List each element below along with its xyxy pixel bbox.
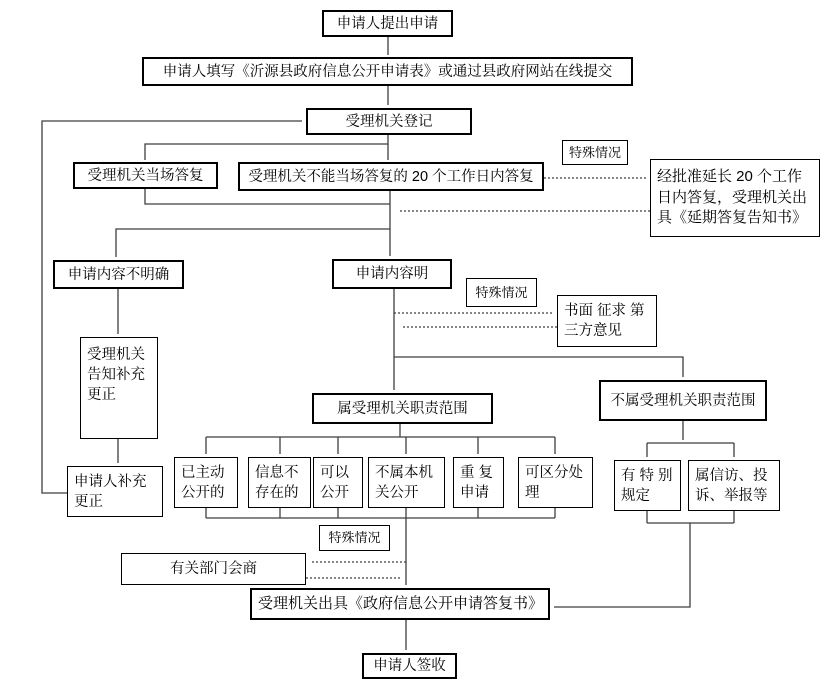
- node-divisible-handling: 可区分处理: [518, 457, 593, 508]
- node-not-this-authority: 不属本机关公开: [368, 457, 445, 508]
- node-info-not-exist: 信息不存在的: [248, 457, 311, 508]
- node-petition-complaint-report: 属信访、投诉、举报等: [688, 460, 780, 511]
- node-issue-reply-document: 受理机关出具《政府信息公开申请答复书》: [250, 588, 550, 620]
- node-applicant-supplement-correction: 申请人补充更正: [67, 466, 163, 517]
- node-repeat-application: 重 复 申请: [453, 457, 504, 508]
- connector-clear-to-outscope: [394, 357, 683, 377]
- node-accepting-authority-register: 受理机关登记: [306, 108, 472, 135]
- connector-center-to-unclear: [116, 229, 390, 257]
- node-department-consultation: 有关部门会商: [121, 553, 306, 585]
- node-outside-authority-scope: 不属受理机关职责范围: [599, 380, 767, 421]
- label-special-case-3: 特殊情况: [319, 525, 390, 551]
- node-can-disclose: 可以公开: [313, 457, 363, 508]
- connector-children-collector-stubs: [206, 508, 555, 518]
- label-special-case-2: 特殊情况: [466, 278, 537, 307]
- node-reply-within-20-days: 受理机关不能当场答复的 20 个工作日内答复: [238, 162, 544, 191]
- connector-onspot-merge: [145, 189, 390, 204]
- node-notify-supplement-correction: 受理机关告知补充更正: [80, 337, 158, 439]
- node-already-disclosed: 已主动公开的: [174, 457, 238, 508]
- connector-right-to-reply: [554, 523, 690, 607]
- node-applicant-submits: 申请人提出申请: [322, 10, 453, 37]
- node-applicant-sign-receipt: 申请人签收: [362, 653, 457, 679]
- connector-register-to-onspot: [145, 135, 388, 160]
- node-onspot-reply: 受理机关当场答复: [73, 162, 218, 189]
- node-fill-application-form: 申请人填写《沂源县政府信息公开申请表》或通过县政府网站在线提交: [142, 57, 633, 86]
- node-extended-reply-notice: 经批准延长 20 个工作日内答复，受理机关出具《延期答复告知书》: [650, 159, 820, 237]
- label-special-case-1: 特殊情况: [562, 140, 628, 165]
- node-written-third-party-opinion: 书面 征求 第三方意见: [557, 295, 657, 347]
- node-content-clear: 申请内容明: [332, 259, 452, 289]
- node-special-regulation: 有 特 别 规定: [614, 460, 681, 511]
- node-within-authority-scope: 属受理机关职责范围: [312, 393, 493, 424]
- connector-right-join: [647, 511, 734, 523]
- node-content-unclear: 申请内容不明确: [53, 260, 184, 289]
